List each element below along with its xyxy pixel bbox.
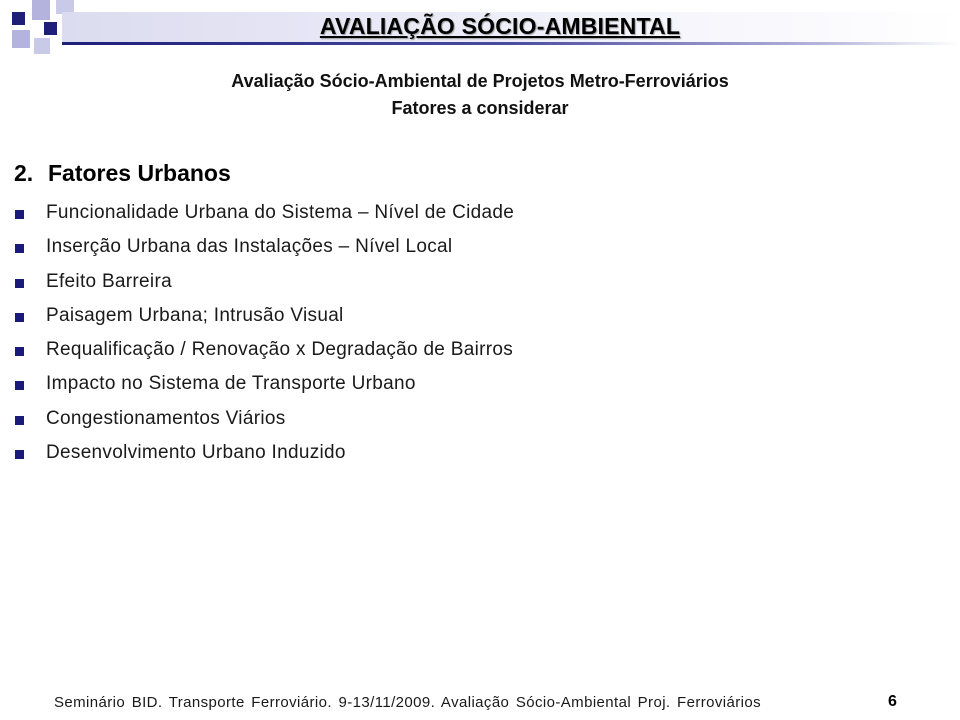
bullet-square-icon [15,347,24,356]
list-item [0,233,514,267]
list-item [0,405,514,439]
section-number: 2. [14,160,34,186]
list-item-text: Requalificação / Renovação x Degradação de Bairros [46,339,514,361]
list-item-text: Funcionalidade Urbana do Sistema – Nível de Cidade [46,202,515,223]
slide-footer: Seminário BID. Transporte Ferroviário. 9-13/11/2009. Avaliação Sócio-Ambiental Proj. Ferroviários [54,694,762,711]
list-item-text: Congestionamentos Viários [46,407,286,429]
slide-subtitle [0,68,960,122]
list-item [0,336,514,370]
list-item [0,302,514,336]
slide-title: AVALIAÇÃO SÓCIO-AMBIENTAL [319,13,681,39]
list-item-text: Paisagem Urbana; Intrusão Visual [46,304,344,326]
deco-square-lavender [34,38,50,54]
list-item-text: Inserção Urbana das Instalações – Nível Local [46,236,453,258]
title-underline-bar [62,42,960,45]
bullet-square-icon [15,244,24,253]
list-item-text: Desenvolvimento Urbano Induzido [46,442,346,464]
bullet-square-icon [15,313,24,322]
section-heading [14,160,231,187]
list-item [0,370,514,404]
list-item-text: Impacto no Sistema de Transporte Urbano [46,373,416,395]
section-title: Fatores Urbanos [48,160,231,186]
page-number: 6 [888,693,897,710]
bullet-square-icon [15,381,24,390]
list-item-text: Efeito Barreira [46,270,172,292]
bullet-square-icon [15,450,24,459]
bullet-list [0,199,514,473]
bullet-square-icon [15,210,24,219]
bullet-square-icon [15,279,24,288]
subtitle-line-1: Avaliação Sócio-Ambiental de Projetos Metro-Ferroviários [231,71,729,91]
list-item [0,199,514,233]
bullet-square-icon [15,416,24,425]
list-item [0,439,514,473]
subtitle-line-2: Fatores a considerar [391,98,569,118]
list-item [0,268,514,302]
